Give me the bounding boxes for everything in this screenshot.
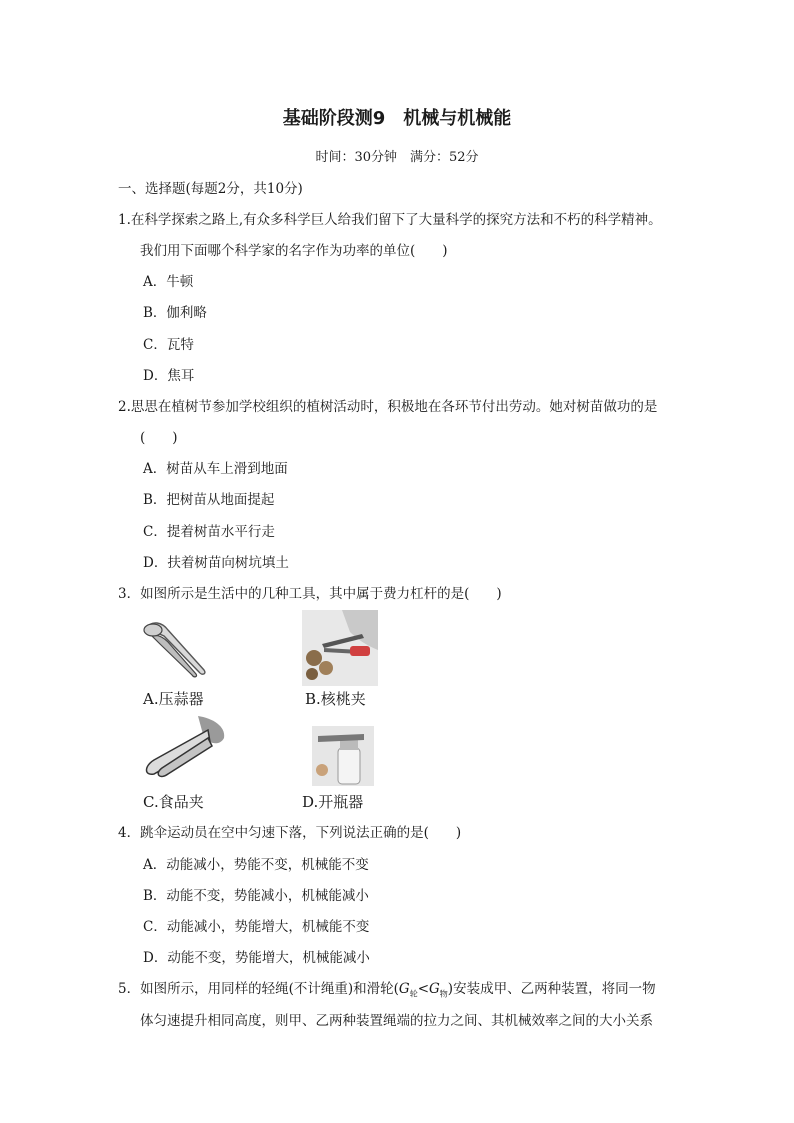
question-4-text: 4．跳伞运动员在空中匀速下落，下列说法正确的是( ) [118,825,462,841]
question-1-text: 1.在科学探索之路上,有众多科学巨人给我们留下了大量科学的探究方法和不朽的科学精神。 [118,212,662,228]
q1-option-c: C．瓦特 [143,337,194,353]
question-1-text-cont: 我们用下面哪个科学家的名字作为功率的单位( ) [140,243,448,259]
q4-option-c: C．动能减小，势能增大，机械能不变 [143,919,370,935]
question-2-text-cont: ( ) [140,430,178,446]
q3-caption-d: D.开瓶器 [302,793,364,811]
q3-caption-b: B.核桃夹 [305,690,366,708]
page-title: 基础阶段测9 机械与机械能 [282,108,512,129]
q3-caption-a: A.压蒜器 [143,690,204,708]
g-subscript-wheel: 轮 [409,989,418,999]
bottle-opener-icon [312,726,374,786]
q3-caption-c: C.食品夹 [143,793,204,811]
exam-info: 时间：30分钟 满分：52分 [315,150,479,165]
question-5-text-cont: 体匀速提升相同高度，则甲、乙两种装置绳端的拉力之间、其机械效率之间的大小关系 [140,1013,653,1029]
q2-option-d: D．扶着树苗向树坑填土 [143,555,289,571]
q2-option-a: A．树苗从车上滑到地面 [143,461,288,477]
q2-option-c: C．提着树苗水平行走 [143,524,275,540]
g-symbol: G [398,981,410,997]
q5-text-start: 5．如图所示，用同样的轻绳(不计绳重)和滑轮( [118,981,399,997]
section-heading: 一、选择题(每题2分，共10分) [118,181,303,197]
less-than-sign: < [417,981,429,997]
q4-option-b: B．动能不变，势能减小，机械能减小 [143,888,369,904]
q1-option-b: B．伽利略 [143,305,207,321]
q5-text-end: )安装成甲、乙两种装置，将同一物 [447,981,656,997]
question-5-text [118,977,656,1000]
q4-option-d: D．动能不变，势能增大，机械能减小 [143,950,370,966]
question-3-text: 3．如图所示是生活中的几种工具，其中属于费力杠杆的是( ) [118,586,502,602]
q1-option-a: A．牛顿 [143,274,194,290]
g-subscript-object: 物 [439,989,448,999]
q1-option-d: D．焦耳 [143,368,195,384]
food-tongs-icon [138,716,228,782]
nutcracker-icon [302,610,378,686]
garlic-press-icon [138,614,218,678]
g-symbol-2: G [429,981,440,997]
question-2-text: 2.思思在植树节参加学校组织的植树活动时，积极地在各环节付出劳动。她对树苗做功的是 [118,399,658,415]
q4-option-a: A．动能减小，势能不变，机械能不变 [143,857,369,873]
q2-option-b: B．把树苗从地面提起 [143,492,275,508]
